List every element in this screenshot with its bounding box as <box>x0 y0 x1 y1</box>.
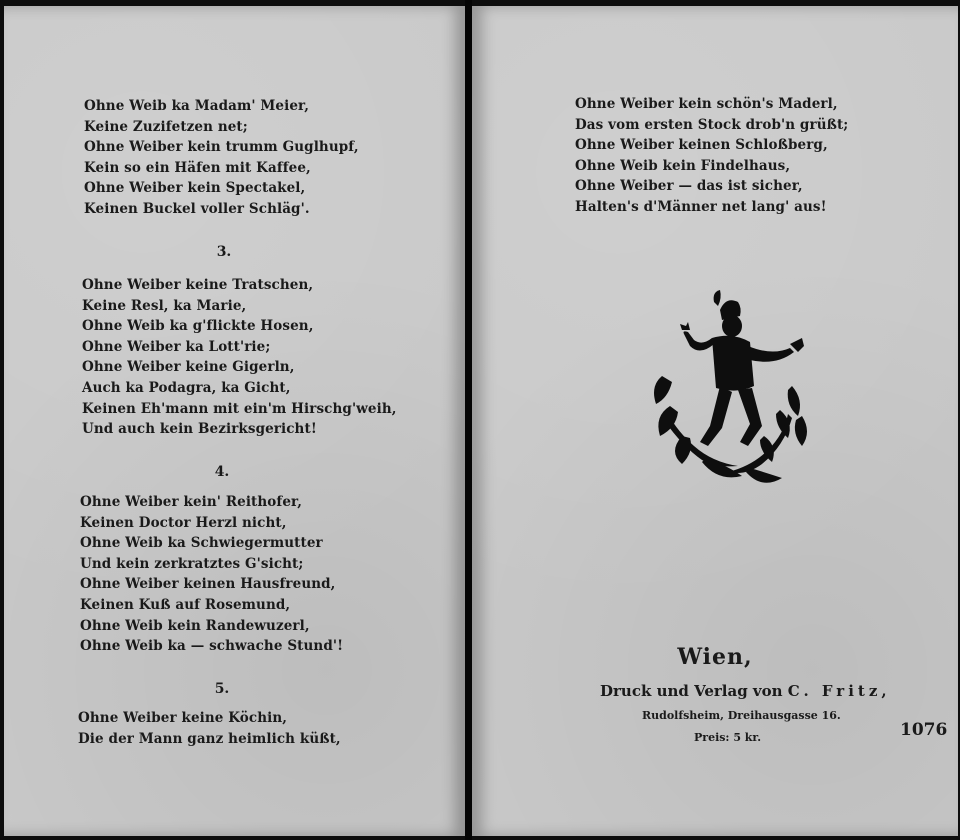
verse-line: Ohne Weib ka Madam' Meier, <box>84 98 310 114</box>
dancing-man-silhouette-icon <box>642 286 812 496</box>
verse-line: Keinen Doctor Herzl nicht, <box>80 514 287 531</box>
imprint-city: Wien, <box>677 644 753 670</box>
verse-line: Und auch kein Bezirksgericht! <box>82 421 317 438</box>
verse-line: Keinen Eh'mann mit ein'm Hirschg'weih, <box>82 400 397 417</box>
verse-line: Ohne Weiber keine Tratschen, <box>82 277 314 293</box>
verse-line: Ohne Weib kein Findelhaus, <box>575 157 791 174</box>
imprint-publisher <box>600 682 891 700</box>
imprint-address: Rudolfsheim, Dreihausgasse 16. <box>642 709 841 722</box>
verse-line: Ohne Weiber kein' Reithofer, <box>80 494 303 510</box>
verse-line: Ohne Weiber keine Gigerln, <box>82 359 295 376</box>
verse-line: Die der Mann ganz heimlich küßt, <box>78 730 341 747</box>
stanza-number: 3. <box>216 244 232 260</box>
right-page <box>472 6 958 836</box>
stanza-right <box>575 94 848 218</box>
verse-line: Keinen Kuß auf Rosemund, <box>80 596 291 613</box>
verse-line: Ohne Weib kein Randewuzerl, <box>80 617 310 634</box>
stanza-number: 5. <box>214 681 230 697</box>
verse-line: Ohne Weiber keinen Schloßberg, <box>575 137 828 154</box>
verse-line: Ohne Weib ka g'flickte Hosen, <box>82 318 314 335</box>
verse-line: Ohne Weiber kein schön's Maderl, <box>575 96 838 112</box>
publisher-name: C. Fritz, <box>787 682 891 700</box>
verse-line: Ohne Weiber keine Köchin, <box>78 710 288 726</box>
verse-line: Ohne Weib ka Schwiegermutter <box>80 535 323 552</box>
stanza-4 <box>80 492 343 657</box>
verse-line: Keine Zuzifetzen net; <box>84 118 248 135</box>
stanza-3 <box>82 275 397 440</box>
stanza-5 <box>78 708 341 749</box>
verse-line: Ohne Weiber kein Spectakel, <box>84 180 306 197</box>
verse-line: Ohne Weiber kein trumm Guglhupf, <box>84 139 359 156</box>
verse-line: Keinen Buckel voller Schläg'. <box>84 200 310 217</box>
verse-line: Ohne Weib ka — schwache Stund'! <box>80 638 344 655</box>
book-gutter <box>465 0 472 840</box>
imprint-price: Preis: 5 kr. <box>694 731 762 744</box>
verse-line: Ohne Weiber ka Lott'rie; <box>82 338 271 355</box>
catalog-number: 1076 <box>900 720 948 740</box>
verse-line: Halten's d'Männer net lang' aus! <box>575 198 827 215</box>
verse-line: Ohne Weiber keinen Hausfreund, <box>80 576 336 593</box>
stanza-top <box>84 96 359 220</box>
verse-line: Auch ka Podagra, ka Gicht, <box>82 379 291 396</box>
verse-line: Und kein zerkratztes G'sicht; <box>80 555 304 572</box>
publisher-prefix: Druck und Verlag von <box>600 682 783 700</box>
verse-line: Kein so ein Häfen mit Kaffee, <box>84 159 311 176</box>
verse-line: Keine Resl, ka Marie, <box>82 297 247 314</box>
stanza-number: 4. <box>214 464 230 480</box>
verse-line: Ohne Weiber — das ist sicher, <box>575 178 803 195</box>
left-page <box>4 6 465 836</box>
verse-line: Das vom ersten Stock drob'n grüßt; <box>575 116 849 133</box>
